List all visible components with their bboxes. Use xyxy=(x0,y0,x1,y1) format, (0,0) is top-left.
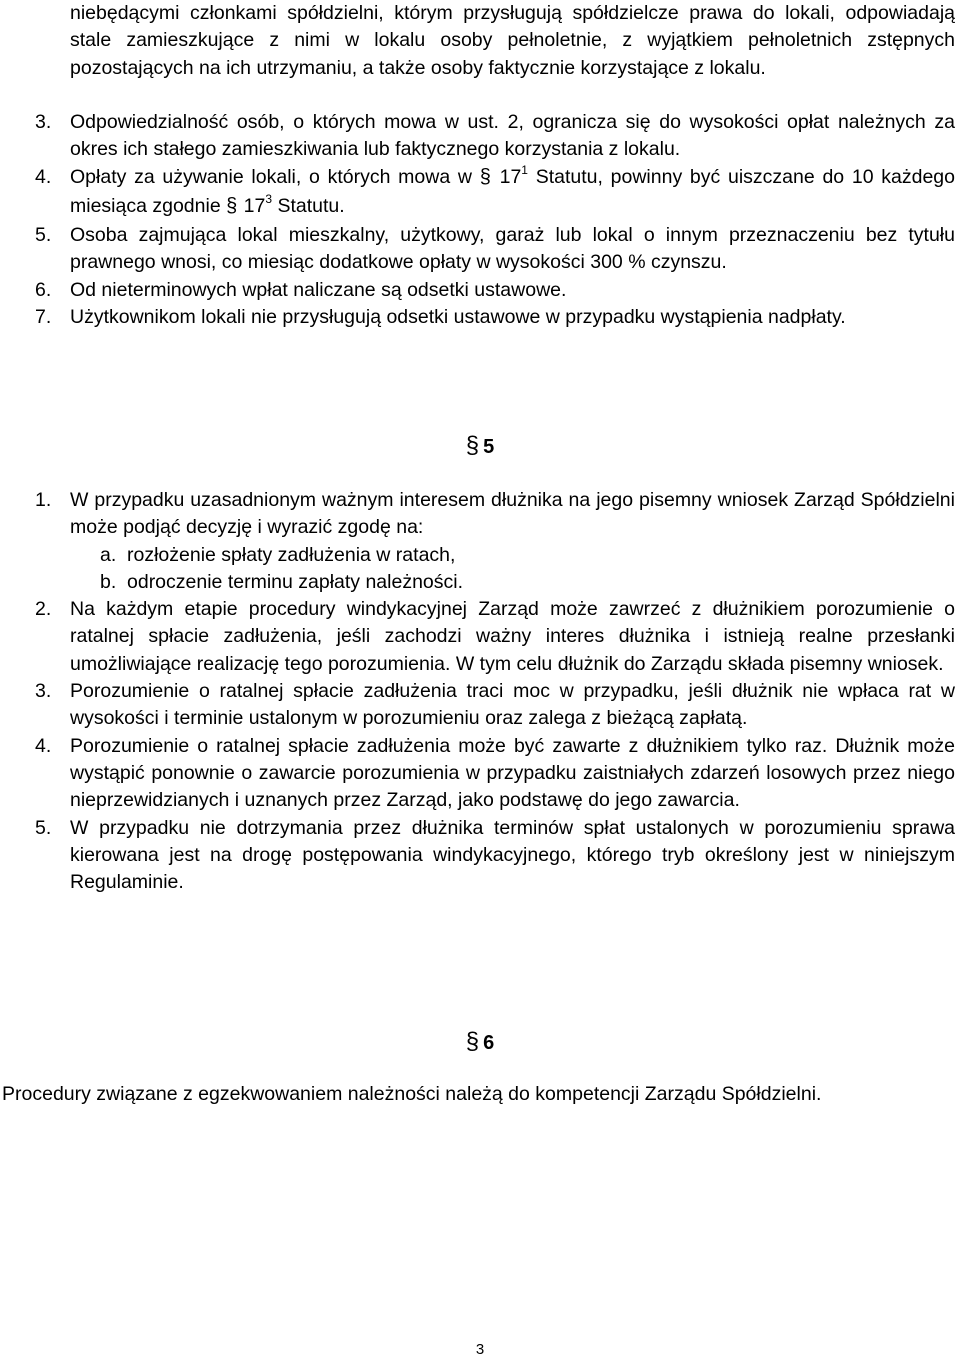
section4-item-4: 4. Opłaty za używanie lokali, o których mowa w § $17^1$ Statutu, powinny być uiszczane do 10 każdego miesiąca zgodnie § $17^3$ Statutu. xyxy=(35,164,955,223)
section-sign-icon: § xyxy=(465,432,480,459)
section5-item-1: 1. W przypadku uzasadnionym ważnym interesem dłużnika na jego pisemny wniosek Zarząd Spółdzielni może podjąć decyzję i wyrazić zgodę na: xyxy=(35,489,955,539)
section4-item-7: 7. Użytkownikom lokali nie przysługują odsetki ustawowe w przypadku wystąpienia nadpłaty. xyxy=(35,306,846,329)
section5-item-2: 2. Na każdym etapie procedury windykacyjnej Zarząd może zawrzeć z dłużnikiem porozumienie o ratalnej spłacie zadłużenia, jeśli zachodzi ważny interes dłużnika i istnieją realne przesłanki umożliwiające realizację tego porozumienia. W tym celu dłużnik do Zarządu składa pisemny wniosek. xyxy=(35,598,955,675)
page-number: 3 xyxy=(475,1341,485,1358)
section5-item-3: 3. Porozumienie o ratalnej spłacie zadłużenia traci moc w przypadku, jeśli dłużnik nie wpłaca rat w wysokości i terminie ustalonym w porozumieniu oraz zalega z bieżącą zapłatą. xyxy=(35,680,955,730)
section4-item-5: 5. Osoba zajmująca lokal mieszkalny, użytkowy, garaż lub lokal o innym przeznaczeniu bez tytułu prawnego wnosi, co miesiąc dodatkowe opłaty w wysokości 300 % czynszu. xyxy=(35,224,955,274)
section-4-continuation xyxy=(35,0,955,82)
section4-item-6: 6. Od nieterminowych wpłat naliczane są odsetki ustawowe. xyxy=(35,278,567,301)
section-6-heading: § 6 xyxy=(465,1028,495,1055)
section5-subitem-a: a. rozłożenie spłaty zadłużenia w ratach, xyxy=(100,543,456,566)
intro-text: niebędącymi członkami spółdzielni, którym przysługują spółdzielcze prawa do lokali, odpowiadają stale zamieszkujące z nimi w lokalu osoby pełnoletnie, z wyjątkiem pełnoletnich zstępnych pozostających na ich utrzymaniu, a także osoby faktycznie korzystające z lokalu. xyxy=(70,2,955,79)
section-5-heading: § 5 xyxy=(465,432,495,459)
section-5-body xyxy=(35,487,955,896)
section5-item-4: 4. Porozumienie o ratalnej spłacie zadłużenia może być zawarte z dłużnikiem tylko raz. Dłużnik może wystąpić ponownie o zawarcie porozumienia w przypadku zaistniałych zdarzeń losowych przez niego nieprzewidzianych i uznanych przez Zarząd, jako podstawę do jego zawarcia. xyxy=(35,734,955,812)
section-6-text: Procedury związane z egzekwowaniem należności należą do kompetencji Zarządu Spółdzielni. xyxy=(2,1083,822,1105)
section-sign-icon: § xyxy=(465,1028,480,1055)
section-sign-icon: § xyxy=(479,165,491,188)
section4-item-3: 3. Odpowiedzialność osób, o których mowa w ust. 2, ogranicza się do wysokości opłat należnych za okres ich stałego zamieszkiwania lub faktycznego korzystania z lokalu. xyxy=(35,111,955,161)
section5-subitem-b: b. odroczenie terminu zapłaty należności. xyxy=(100,570,464,593)
section-sign-icon: § xyxy=(226,194,238,217)
section-4-items xyxy=(35,109,955,331)
intro-paragraph xyxy=(35,0,955,82)
section5-item-5: 5. W przypadku nie dotrzymania przez dłużnika terminów spłat ustalonych w porozumieniu sprawa kierowana jest na drogę postępowania windykacyjnego, którego tryb określony jest w niniejszym Regulaminie. xyxy=(35,816,955,894)
